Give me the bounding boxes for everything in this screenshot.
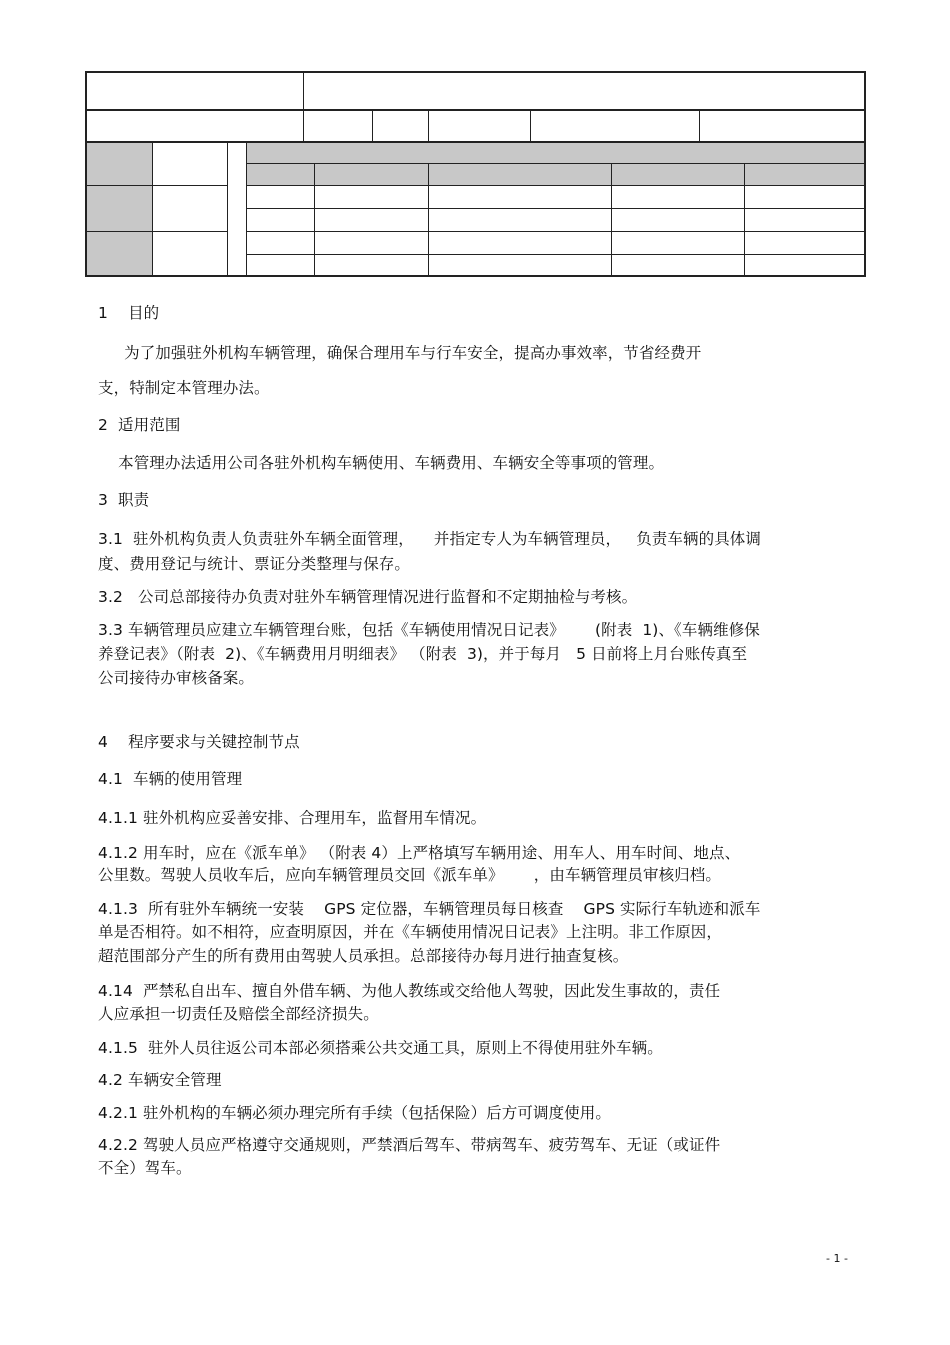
section-heading: 3 职责 [98, 491, 150, 509]
paragraph-line: 4.1.1 驻外机构应妥善安排、合理用车，监督用车情况。 [98, 809, 487, 827]
paragraph-line: 公司接待办审核备案。 [98, 669, 255, 687]
paragraph-line: 4.2.1 驻外机构的车辆必须办理完所有手续（包括保险）后方可调度使用。 [98, 1104, 611, 1122]
paragraph-line: 4.2.2 驾驶人员应严格遵守交通规则，严禁酒后驾车、带病驾车、疲劳驾车、无证（或证件 [98, 1136, 721, 1154]
table-rule [85, 141, 866, 143]
table-rule [227, 142, 228, 277]
table-rule [85, 71, 87, 277]
paragraph-line: 3.1 驻外机构负责人负责驻外车辆全面管理， 并指定专人为车辆管理员， 负责车辆的具体调 [98, 530, 761, 548]
paragraph-line: 不全）驾车。 [98, 1159, 192, 1177]
table-rule [428, 163, 429, 277]
paragraph-line: 4.1.5 驻外人员往返公司本部必须搭乘公共交通工具，原则上不得使用驻外车辆。 [98, 1039, 663, 1057]
table-rule [864, 71, 866, 277]
subsection-heading: 4.2 车辆安全管理 [98, 1071, 222, 1089]
table-rule [152, 142, 153, 277]
table-rule [372, 109, 373, 142]
paragraph-line: 3.3 车辆管理员应建立车辆管理台账，包括《车辆使用情况日记表》 (附表 1)、《车辆维修保 [98, 621, 760, 639]
table-shade [247, 142, 866, 186]
table-rule [303, 71, 304, 142]
table-rule [530, 109, 531, 142]
table-rule [744, 163, 745, 277]
table-shade [85, 142, 152, 277]
paragraph-line: 单是否相符。如不相符，应查明原因，并在《车辆使用情况日记表》上注明。非工作原因， [98, 923, 723, 941]
paragraph-line: 为了加强驻外机构车辆管理，确保合理用车与行车安全，提高办事效率，节省经费开 [104, 344, 702, 362]
paragraph-line: 3.2 公司总部接待办负责对驻外车辆管理情况进行监督和不定期抽检与考核。 [98, 588, 638, 606]
paragraph-line: 4.1.2 用车时，应在《派车单》 （附表 4）上严格填写车辆用途、用车人、用车时间、地点、 [98, 844, 741, 862]
table-rule [247, 185, 866, 186]
table-rule [246, 142, 247, 277]
header-form-table [85, 71, 866, 277]
section-heading: 1 目的 [98, 304, 160, 322]
paragraph-line: 4.14 严禁私自出车、擅自外借车辆、为他人教练或交给他人驾驶，因此发生事故的，责任 [98, 982, 721, 1000]
table-rule [85, 71, 866, 73]
table-rule [85, 231, 228, 232]
table-rule [247, 163, 866, 164]
table-rule [85, 275, 866, 277]
paragraph-line: 支，特制定本管理办法。 [98, 379, 270, 397]
paragraph-line: 养登记表》（附表 2)、《车辆费用月明细表》 （附表 3)，并于每月 5 日前将上月台账传真至 [98, 645, 748, 663]
table-rule [247, 208, 866, 209]
section-heading: 2 适用范围 [98, 416, 181, 434]
subsection-heading: 4.1 车辆的使用管理 [98, 770, 243, 788]
paragraph-line: 超范围部分产生的所有费用由驾驶人员承担。总部接待办每月进行抽查复核。 [98, 947, 629, 965]
paragraph-line: 人应承担一切责任及赔偿全部经济损失。 [98, 1005, 379, 1023]
table-rule [314, 163, 315, 277]
table-rule [699, 109, 700, 142]
table-rule [247, 231, 866, 232]
table-rule [611, 163, 612, 277]
section-heading: 4 程序要求与关键控制节点 [98, 733, 300, 751]
paragraph-line: 本管理办法适用公司各驻外机构车辆使用、车辆费用、车辆安全等事项的管理。 [98, 454, 665, 472]
paragraph-line: 度、费用登记与统计、票证分类整理与保存。 [98, 555, 411, 573]
paragraph-line: 公里数。驾驶人员收车后，应向车辆管理员交回《派车单》 ，由车辆管理员审核归档。 [98, 866, 721, 884]
table-rule [85, 109, 866, 111]
table-rule [247, 254, 866, 255]
paragraph-line: 4.1.3 所有驻外车辆统一安装 GPS 定位器，车辆管理员每日核查 GPS 实际行车轨迹和派车 [98, 900, 761, 918]
table-rule [85, 185, 228, 186]
page-number: - 1 - [826, 1252, 848, 1265]
table-rule [428, 109, 429, 142]
